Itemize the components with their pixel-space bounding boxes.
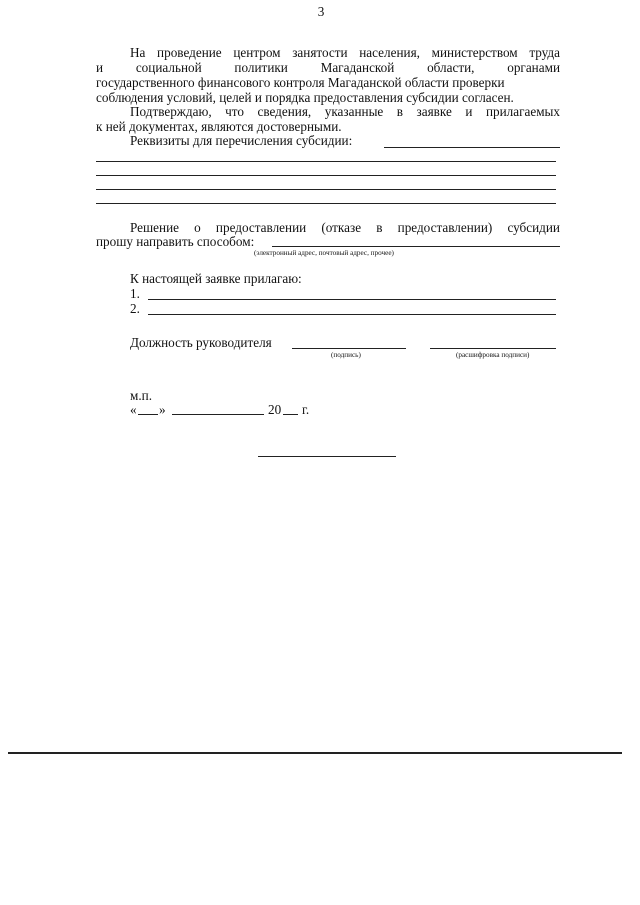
requisites-field[interactable] bbox=[384, 147, 560, 148]
consent-line: государственного финансового контроля Магаданской области проверки bbox=[96, 75, 505, 90]
attachment-field[interactable] bbox=[148, 314, 556, 315]
requisites-field[interactable] bbox=[96, 203, 556, 204]
confirmation-line: Подтверждаю, что сведения, указанные в заявке и прилагаемых bbox=[130, 104, 560, 119]
closing-divider bbox=[258, 456, 396, 457]
confirmation-line: к ней документах, являются достоверными. bbox=[96, 119, 342, 134]
attachment-field[interactable] bbox=[148, 299, 556, 300]
consent-line: соблюдения условий, целей и порядка предоставления субсидии согласен. bbox=[96, 90, 514, 105]
decision-method-field[interactable] bbox=[272, 246, 560, 247]
date-year-prefix: 20 bbox=[268, 402, 282, 417]
bottom-rule bbox=[8, 752, 622, 754]
signature-hint: (подпись) bbox=[331, 351, 361, 359]
requisites-label: Реквизиты для перечисления субсидии: bbox=[130, 133, 353, 148]
date-year-field[interactable] bbox=[283, 414, 298, 415]
attachments-heading: К настоящей заявке прилагаю: bbox=[130, 271, 302, 286]
consent-line: и социальной политики Магаданской области, органами bbox=[96, 60, 560, 75]
signature-field[interactable] bbox=[292, 348, 406, 349]
attachment-item-number: 1. bbox=[130, 286, 140, 301]
decision-method-label: прошу направить способом: bbox=[96, 234, 255, 249]
requisites-field[interactable] bbox=[96, 175, 556, 176]
date-close-quote: » bbox=[159, 402, 166, 417]
requisites-field[interactable] bbox=[96, 161, 556, 162]
signature-decode-hint: (расшифровка подписи) bbox=[456, 351, 530, 359]
signature-decode-field[interactable] bbox=[430, 348, 556, 349]
attachment-item-number: 2. bbox=[130, 301, 140, 316]
date-year-suffix: г. bbox=[302, 402, 310, 417]
decision-method-hint: (электронный адрес, почтовый адрес, прочее) bbox=[254, 249, 394, 257]
date-open-quote: « bbox=[130, 402, 137, 417]
date-month-field[interactable] bbox=[172, 414, 264, 415]
requisites-field[interactable] bbox=[96, 189, 556, 190]
consent-line: На проведение центром занятости населения, министерством труда bbox=[130, 45, 560, 60]
date-day-field[interactable] bbox=[138, 414, 158, 415]
decision-line: Решение о предоставлении (отказе в предоставлении) субсидии bbox=[130, 220, 560, 235]
stamp-placeholder: м.п. bbox=[130, 388, 152, 403]
page-number: 3 bbox=[317, 4, 325, 19]
signature-label: Должность руководителя bbox=[130, 335, 272, 350]
